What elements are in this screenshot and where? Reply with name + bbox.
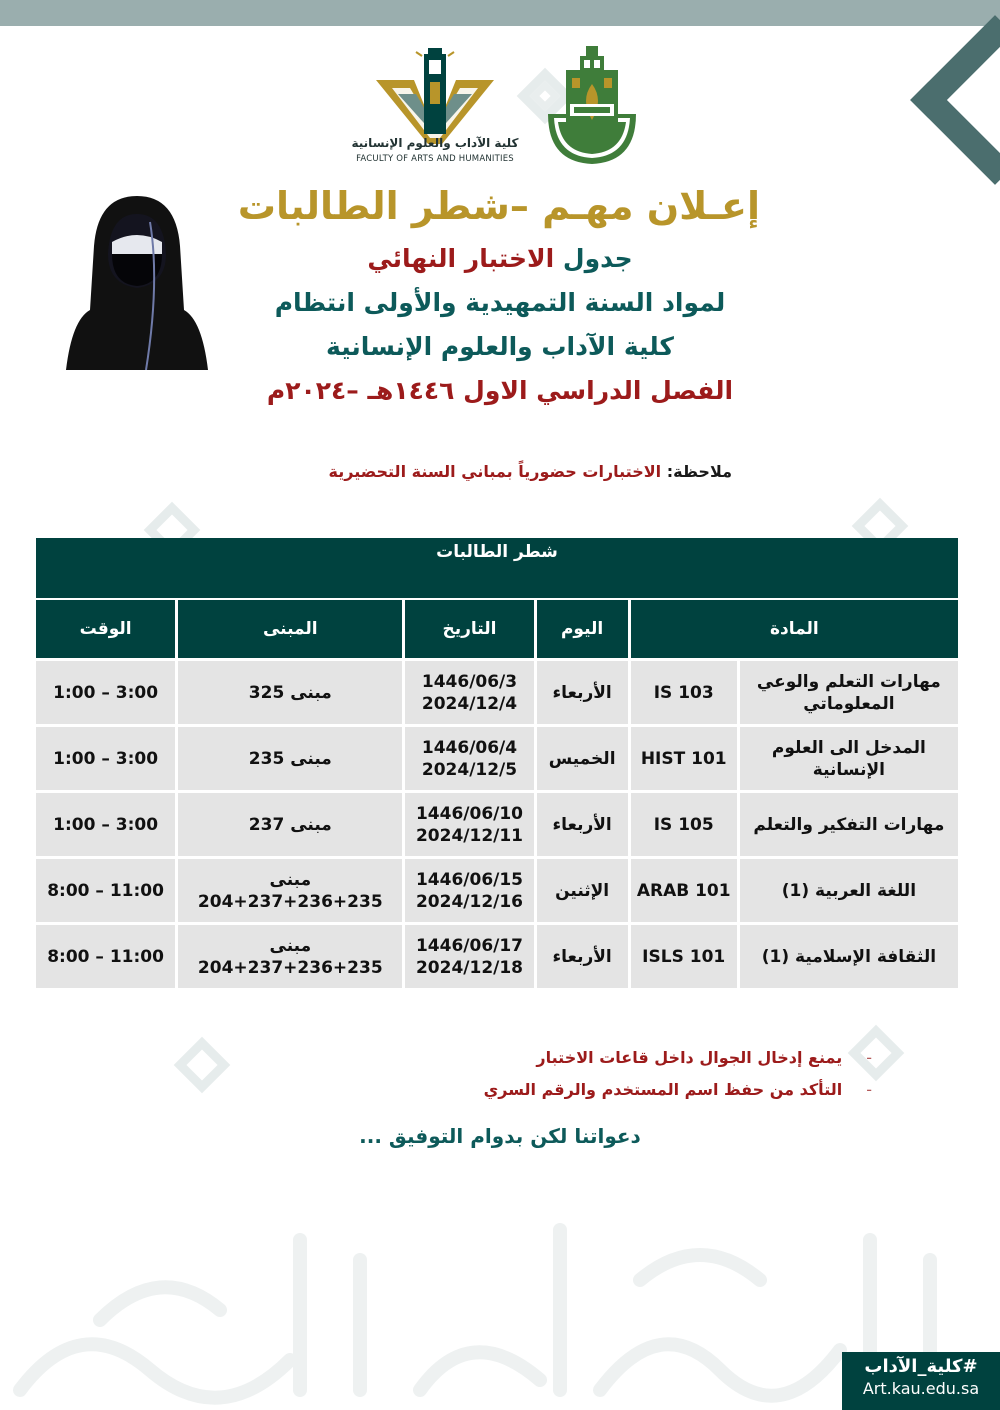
faculty-heading: كلية الآداب والعلوم الإنسانية [326,332,674,361]
closing-message: دعواتنا لكن بدوام التوفيق ... [359,1124,641,1148]
exam-schedule-heading [250,244,750,273]
table-header-row [36,600,958,658]
course-code-cell: IS 103 [631,661,737,724]
day-cell: الإثنين [537,859,628,922]
date-cell [405,859,533,922]
date-cell [405,793,533,856]
exam-rules-list [484,1048,872,1112]
header-time: الوقت [36,600,175,658]
day-cell: الأربعاء [537,661,628,724]
date-cell [405,727,533,790]
building-cell: مبنى 325 [178,661,402,724]
subject-cell: مهارات التعلم والوعي المعلوماتي [740,661,958,724]
female-student-avatar-icon [62,192,212,370]
course-code-cell: IS 105 [631,793,737,856]
time-cell: 1:00 – 3:00 [36,793,175,856]
date-hijri: 1446/06/10 [415,803,524,824]
header-date: التاريخ [405,600,533,658]
exam-schedule-table [33,597,961,991]
subject-cell: الثقافة الإسلامية (1) [740,925,958,988]
footer-hashtag: #كلية_الآداب [864,1356,978,1377]
header-subject: المادة [631,600,958,658]
table-row [36,859,958,922]
date-cell [405,661,533,724]
header-logos [350,40,650,170]
table-row [36,727,958,790]
note [329,462,732,481]
bullet-dash: - [866,1080,872,1099]
courses-heading: لمواد السنة التمهيدية والأولى انتظام [274,288,726,317]
table-row [36,793,958,856]
header-building: المبنى [178,600,402,658]
note-label: ملاحظة: [666,462,732,481]
date-gregorian: 2024/12/4 [421,693,518,714]
time-cell: 8:00 – 11:00 [36,859,175,922]
list-item [484,1048,872,1080]
date-hijri: 1446/06/17 [415,935,524,956]
rule-text: يمنع إدخال الجوال داخل قاعات الاختبار [536,1048,843,1067]
day-cell: الأربعاء [537,793,628,856]
date-hijri: 1446/06/3 [421,671,518,692]
date-hijri: 1446/06/4 [421,737,518,758]
faculty-name-arabic: كلية الآداب والعلوم الإنسانية [351,136,519,150]
diamond-decoration [174,1037,231,1094]
table-row [36,661,958,724]
time-cell: 8:00 – 11:00 [36,925,175,988]
subject-cell: مهارات التفكير والتعلم [740,793,958,856]
subject-cell: المدخل الى العلوم الإنسانية [740,727,958,790]
date-gregorian: 2024/12/5 [421,759,518,780]
date-hijri: 1446/06/15 [415,869,524,890]
table-row [36,925,958,988]
building-cell: مبنى 235+236+237+204 [178,859,402,922]
time-cell: 1:00 – 3:00 [36,727,175,790]
semester-heading: الفصل الدراسي الاول ١٤٤٦هـ –٢٠٢٤م [266,376,734,405]
subject-cell: اللغة العربية (1) [740,859,958,922]
list-item [484,1080,872,1112]
top-bar [0,0,1000,26]
heading-prefix: جدول [562,244,633,273]
kau-university-logo-icon [540,44,645,166]
date-gregorian: 2024/12/16 [415,891,524,912]
day-cell: الأربعاء [537,925,628,988]
footer-badge [842,1352,1000,1410]
building-cell: مبنى 235+236+237+204 [178,925,402,988]
faculty-logo-icon [350,44,520,170]
building-cell: مبنى 237 [178,793,402,856]
time-cell: 1:00 – 3:00 [36,661,175,724]
bullet-dash: - [866,1048,872,1067]
header-day: اليوم [537,600,628,658]
date-gregorian: 2024/12/11 [415,825,524,846]
date-cell [405,925,533,988]
heading-highlight: الاختبار النهائي [367,244,555,273]
course-code-cell: ISLS 101 [631,925,737,988]
date-gregorian: 2024/12/18 [415,957,524,978]
footer-url: Art.kau.edu.sa [862,1379,980,1398]
course-code-cell: HIST 101 [631,727,737,790]
schedule-table-title: شطر الطالبات [36,538,958,598]
day-cell: الخميس [537,727,628,790]
chevron-decoration [910,15,1000,185]
rule-text: التأكد من حفظ اسم المستخدم والرقم السري [483,1080,843,1099]
announcement-title: إعـلان مهـم –شطر الطالبات [237,184,760,228]
building-cell: مبنى 235 [178,727,402,790]
course-code-cell: ARAB 101 [631,859,737,922]
faculty-name-english: FACULTY OF ARTS AND HUMANITIES [356,154,514,164]
note-text: الاختبارات حضورياً بمباني السنة التحضيرية [328,462,662,481]
